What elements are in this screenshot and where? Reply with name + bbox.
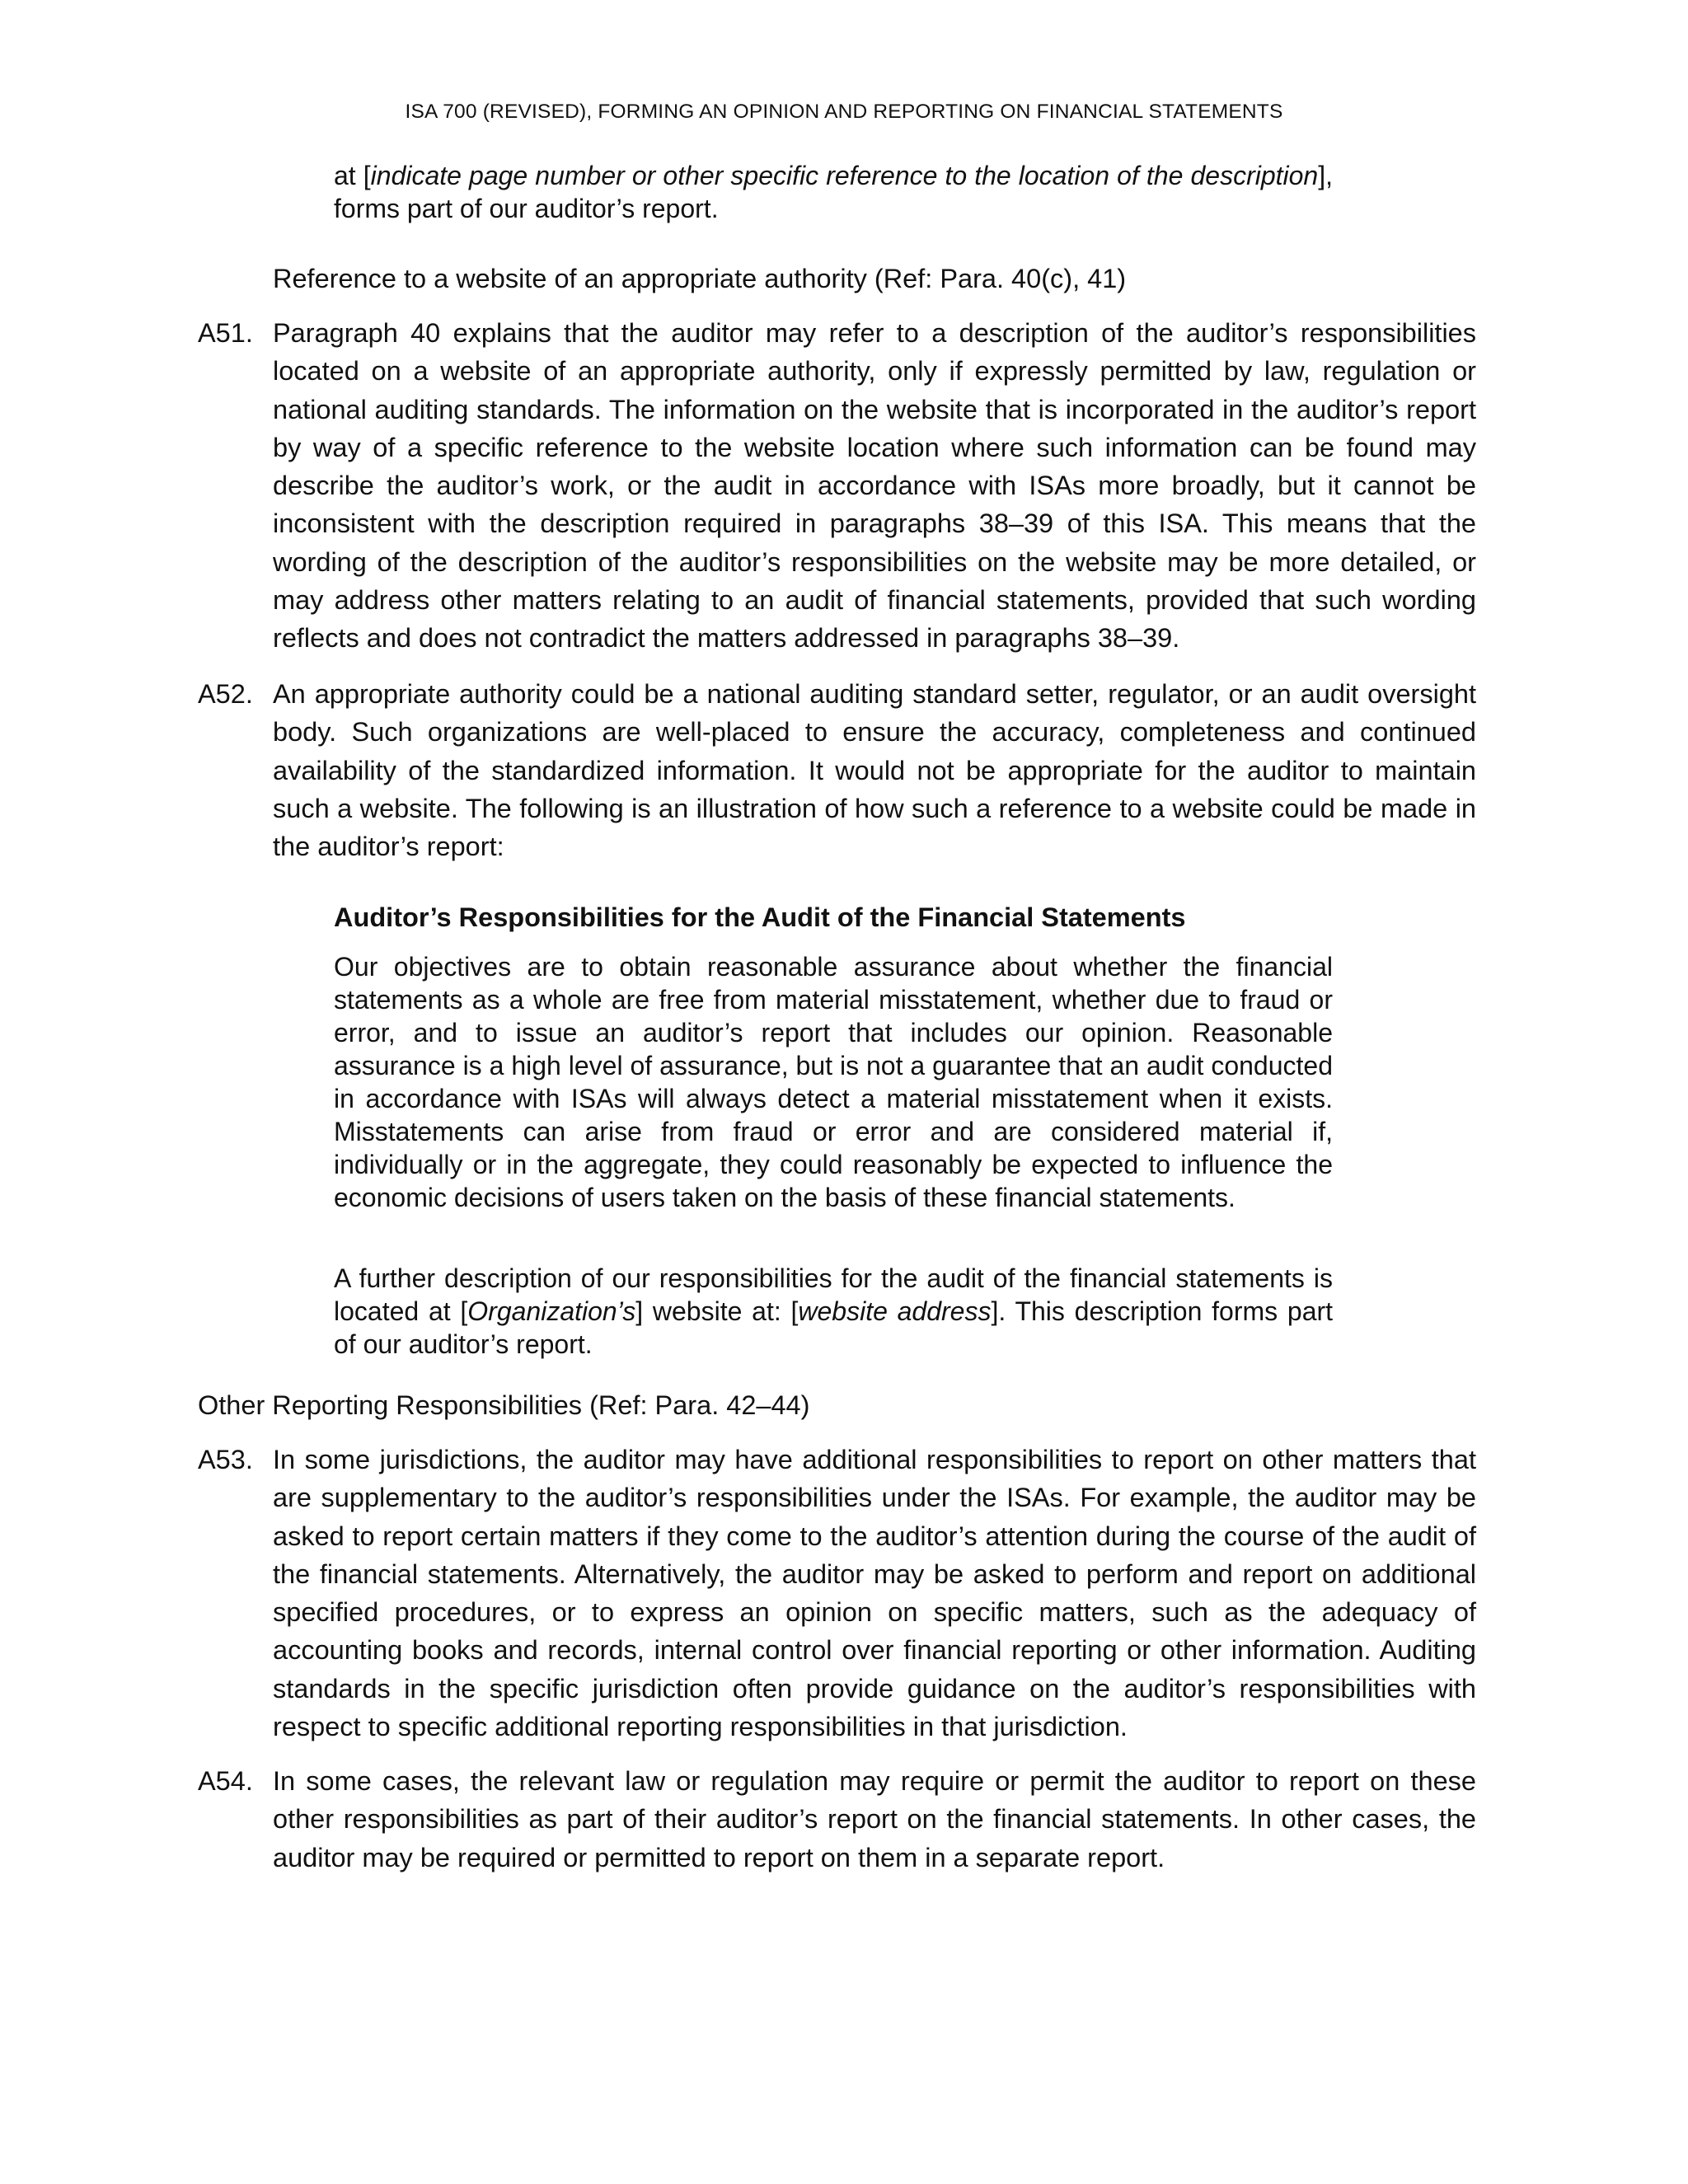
- paragraph-number-a52: A52.: [198, 679, 253, 709]
- paragraph-a54: In some cases, the relevant law or regulation may require or permit the auditor to report on these other responsibilities as part of their auditor’s report on the financial statements. In other cases, the auditor may be required or permitted to report on them in a separate report.: [273, 1766, 1476, 1872]
- paragraph-a53: In some jurisdictions, the auditor may have additional responsibilities to report on other matters that are supplementary to the auditor’s responsibilities under the ISAs. For example, the auditor may be asked to report certain matters if they come to the auditor’s attention during the course of the audit of the financial statements. Alternatively, the auditor may be asked to perform and report on additional specified procedures, or to express an opinion on specific matters, such as the adequacy of accounting books and records, internal control over financial reporting or other information. Auditing standards in the specific jurisdiction often provide guidance on the auditor’s responsibilities with respect to specific additional reporting responsibilities in that jurisdiction.: [273, 1445, 1476, 1742]
- continuation-text: [334, 159, 1333, 225]
- paragraph-number-a53: A53.: [198, 1445, 253, 1474]
- paragraph-a52: An appropriate authority could be a national auditing standard setter, regulator, or an audit oversight body. Such organizations are well-placed to ensure the accuracy, completeness and continued availability of the standardized information. It would not be appropriate for the auditor to maintain such a website. The following is an illustration of how such a reference to a website could be made in the auditor’s report:: [273, 679, 1476, 862]
- illustration-paragraph-2: [334, 1262, 1333, 1361]
- paragraph-a51: Paragraph 40 explains that the auditor may refer to a description of the auditor’s responsibilities located on a website of an appropriate authority, only if expressly permitted by law, regulation or national auditing standards. The information on the website that is incorporated in the auditor’s report by way of a specific reference to the website location where such information can be found may describe the auditor’s work, or the audit in accordance with ISAs more broadly, but it cannot be inconsistent with the description required in paragraphs 38–39 of this ISA. This means that the wording of the description of the auditor’s responsibilities on the website may be more detailed, or may address other matters relating to an audit of financial statements, provided that such wording reflects and does not contradict the matters addressed in paragraphs 38–39.: [273, 318, 1476, 654]
- illustration-para2-part-b: ] website at: [: [635, 1296, 799, 1326]
- illustration-para2-website-address: website address: [798, 1296, 992, 1326]
- illustration-para2-organization: Organization’s: [467, 1296, 636, 1326]
- paragraph-number-a51: A51.: [198, 318, 253, 348]
- subheading-other-reporting: Other Reporting Responsibilities (Ref: Para. 42–44): [198, 1390, 810, 1420]
- illustration-para2-part-a: A further description of our responsibilities for the audit of the financial statements is located at [: [334, 1263, 1333, 1326]
- running-header: ISA 700 (REVISED), FORMING AN OPINION AND REPORTING ON FINANCIAL STATEMENTS: [405, 101, 1283, 123]
- continuation-prefix: at [: [334, 161, 371, 190]
- continuation-suffix: ], forms part of our auditor’s report.: [334, 161, 1334, 223]
- illustration-paragraph-1: Our objectives are to obtain reasonable assurance about whether the financial statements as a whole are free from material misstatement, whether due to fraud or error, and to issue an auditor’s report that includes our opinion. Reasonable assurance is a high level of assurance, but is not a guarantee that an audit conducted in accordance with ISAs will always detect a material misstatement when it exists. Misstatements can arise from fraud or error and are considered material if, individually or in the aggregate, they could reasonably be expected to influence the economic decisions of users taken on the basis of these financial statements.: [334, 952, 1333, 1212]
- continuation-italic: indicate page number or other specific reference to the location of the description: [370, 161, 1319, 190]
- subheading-website-reference: Reference to a website of an appropriate authority (Ref: Para. 40(c), 41): [273, 264, 1127, 293]
- illustration-heading: Auditor’s Responsibilities for the Audit of the Financial Statements: [334, 902, 1186, 932]
- illustration-para2-part-c: ]. This description forms part of our auditor’s report.: [334, 1296, 1334, 1359]
- paragraph-number-a54: A54.: [198, 1766, 253, 1796]
